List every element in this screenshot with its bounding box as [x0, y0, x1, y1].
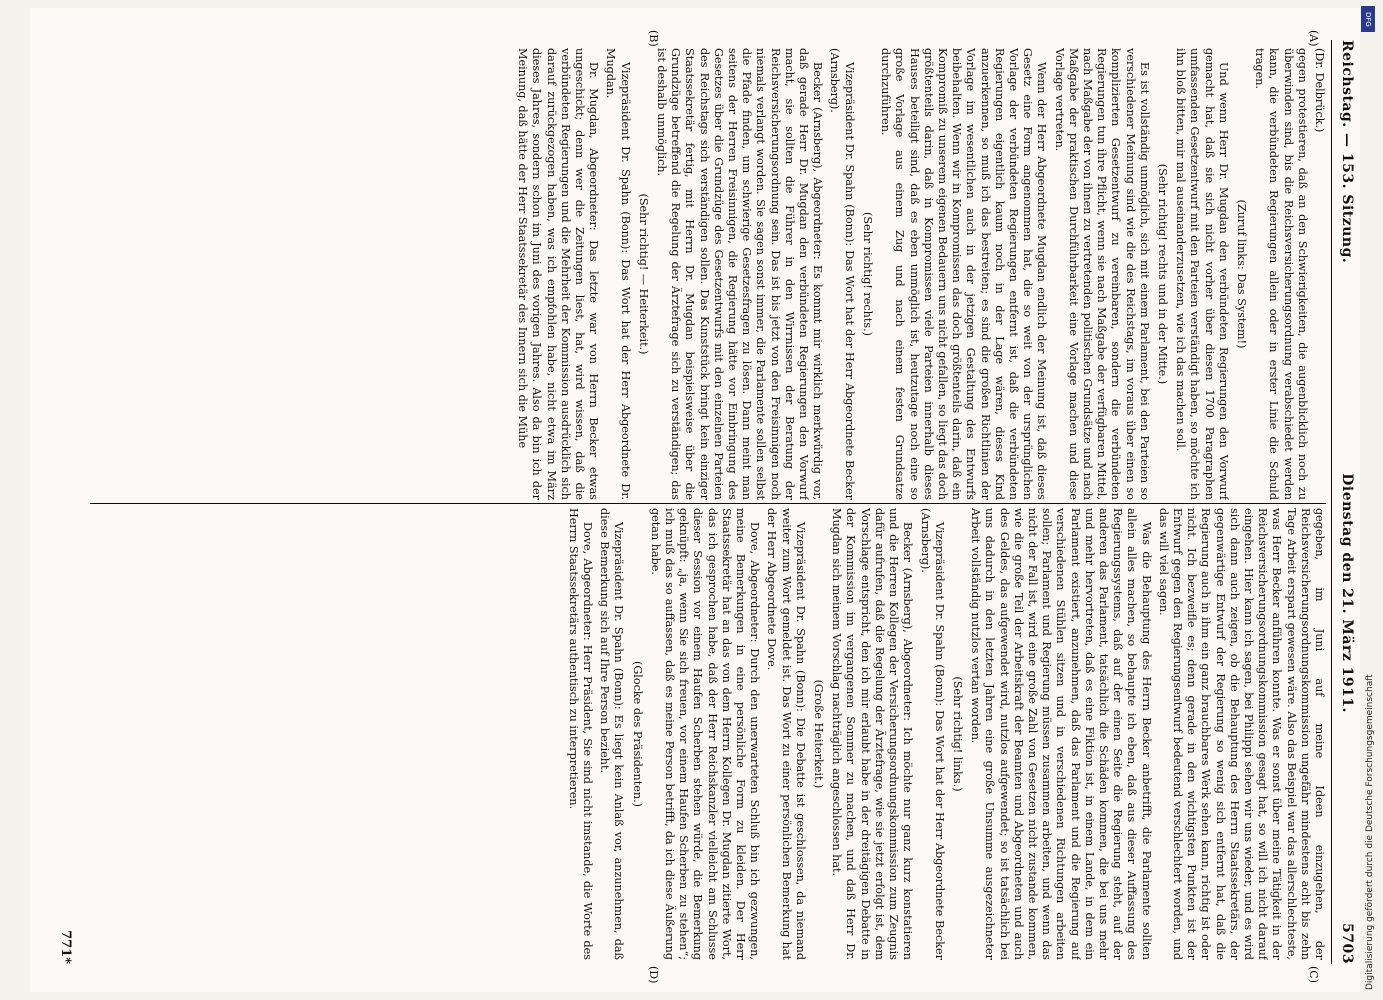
- paragraph: Dr. Mugdan, Abgeordneter: Das letzte war von Herrn Becker etwas ungeschickt; denn wer die Zeitungen liest, hat, wird wissen, daß die verbündeten Regierungen und die Mehrheit der Kommission ausdrücklich sich darauf zurückgezogen haben, was ich empfohlen habe, nicht etwa im März dieses Jahres, sondern schon im Juni des vorigen Jahres. Also da bin ich der Meinung, daß hätte der Herr Staatssekretär des Innern sich die Mühe: [516, 48, 601, 500]
- paragraph: gegeben, im Juni auf meine Ideen einzugehen, der Reichsversicherungsordnungskommission ungefähr mindestens acht bis zehn Tage Arbeit erspart gewesen wäre. Also das Beispiel war das allerschlechteste, was Herr Becker anführen konnte. Was er sonst über meine Tätigkeit in der Reichsversicherungsordnungskommission gesagt hat, so will ich nicht darauf eingehen. Hier kann ich sagen, bei Philippi sehen wir uns wieder, und es wird sich dann auch zeigen, ob die Behauptung des Herrn Staatssekretärs, der gegenwärtige Entwurf der Regierung so wenig sich entfernt hat, daß die Regierung auch in ihm ein ganz brauchbares Werk sehen kann, richtig ist oder nicht. Ich bezweifle es; denn gerade in den wichtigsten Punkten ist der Entwurf gegen den Regierungsentwurf bedeutend verschlechtert worden, und das will viel sagen.: [1156, 508, 1326, 960]
- header-rule: [1331, 40, 1332, 964]
- page-header: [1334, 40, 1360, 964]
- header-center: Dienstag den 21. März 1911.: [1339, 473, 1355, 713]
- dfg-logo: DFG: [1361, 6, 1375, 32]
- marker-c: (C): [1307, 966, 1320, 983]
- interjection: (Große Heiterkeit.): [812, 679, 826, 789]
- paragraph: Vizepräsident Dr. Spahn (Bonn): Die Debatte ist geschlossen, da niemand weiter zum Wort gemeldet ist. Das Wort zu einer persönlichen Bemerkung hat der Herr Abgeordnete Dove.: [765, 508, 807, 960]
- signature-mark: 771*: [58, 930, 73, 964]
- marker-a: (A): [1307, 30, 1320, 47]
- paragraph: Vizepräsident Dr. Spahn (Bonn): Es liegt kein Anlaß vor, anzunehmen, daß diese Bemerkung sich auf Ihre Person bezieht.: [598, 508, 626, 960]
- header-left: Reichstag. — 153. Sitzung.: [1339, 40, 1355, 264]
- scanned-page: [30, 8, 1360, 992]
- rotated-content: [30, 8, 1360, 992]
- paragraph: Dove, Abgeordneter: Herr Präsident, Sie sind nicht imstande, die Worte des Herrn Staatssekretärs authentisch zu interpretieren.: [566, 508, 595, 960]
- page-number: 5703: [1339, 923, 1355, 964]
- column-rule: [90, 503, 1326, 504]
- interjection: (Sehr richtig! — Heiterkeit.): [636, 193, 650, 355]
- interjection: (Sehr richtig! links.): [950, 676, 964, 792]
- paragraph: Was die Behauptung des Herrn Becker anbetrifft, die Parlamente sollten allein alles machen, so behaupte ich eben, daß aus dieser Auffassung des Regierungssystems, daß auf der einen Seite die Regierung steht, auf der anderen das Parlament, tatsächlich die Schäden kommen, die bei uns mehr und mehr hervortreten, daß es eine Fiktion ist, in einem Lande, in dem ein Parlament existiert, anzunehmen, daß das Parlament und die Regierung auf verschiedenen Stühlen sitzen und in verschiedenen Richtungen arbeiten sollen; Parlament und Regierung müssen zusammen arbeiten, und wenn das nicht der Fall ist, wird eine große Zahl von Gesetzen nicht zustande kommen, wie die große Teil der Arbeitskraft der Beamten und Abgeordneten und auch des Geldes, das aufgewendet wird, nutzlos aufgewendet; so ist tatsächlich bei uns dadurch in den letzten Jahren eine große Unsumme ausgezeichneter Arbeit vollständig nutzlos vertan worden.: [969, 508, 1153, 960]
- paragraph: Vizepräsident Dr. Spahn (Bonn): Das Wort hat der Herr Abgeordnete Becker (Arnsberg).: [918, 508, 946, 960]
- paragraph: Vizepräsident Dr. Spahn (Bonn): Das Wort hat der Herr Abgeordnete Dr. Mugdan.: [604, 48, 632, 500]
- interjection: (Sehr richtig! rechts und in der Mitte.): [1155, 163, 1169, 385]
- credit-text: Digitalisierung gefördert durch die Deutsche Forschungsgemeinschaft: [1365, 674, 1375, 990]
- speaker-continued: (Dr. Delbrück.): [1313, 48, 1326, 133]
- interjection: (Zuruf links: Das System!): [1234, 199, 1248, 349]
- right-column: [88, 508, 1326, 960]
- paragraph: gegen protestieren, daß an den Schwierigkeiten, die augenblicklich noch zu überwinden sind, bis die Reichsversicherungsordnung verabschiedet werden kann, die verbündeten Regierungen allein oder in erster Linie die Schuld tragen.: [1253, 48, 1309, 500]
- interjection: (Sehr richtig! rechts.): [860, 211, 874, 337]
- paragraph: Wenn der Herr Abgeordnete Mugdan endlich der Meinung ist, daß dieses Gesetz eine Form angenommen hat, die so weit von der ursprünglichen Vorlage der verbündeten Regierungen entfernt ist, daß die verbündeten Regierungen eigentlich kaum noch in der Lage wären, dieses Kind anzuerkennen, so muß ich das bestreiten; es sind die großen Richtlinien der Vorlage im wesentlichen auch in der jetzigen Gestaltung des Entwurfs beibehalten. Wenn wir in Kompromissen das doch größtenteils darin, daß ein Kompromiß zu unserem eigenen Bedauern uns nicht gefallen, so liegt das doch größtenteils darin, daß in Kompromissen viele Parteien innerhalb dieses Hauses beteiligt sind, daß es eben unmöglich ist, heutzutage noch eine so große Vorlage aus einem Zug und nach einem festen Grundsatze durchzuführen.: [879, 48, 1049, 500]
- marker-d: (D): [647, 966, 660, 984]
- left-column: [88, 48, 1326, 500]
- paragraph: Becker (Arnsberg), Abgeordneter: Es kommt mir wirklich merkwürdig vor, daß gerade Herr Dr. Mugdan den verbündeten Regierungen den Vorwurf macht, sie sollten die Führer in den Wirrnissen der Beratung der Reichsversicherungsordnung sein. Das ist bis jetzt von den Freisinnigen noch niemals verlangt worden. Sie sagen sonst immer, die Parlamente sollen selbst die Pfade finden, um schwierige Gesetzesfragen zu lösen. Dann meint man seitens der Herren Freisinnigen, die Regierung hätte vor Einbringung des Gesetzes über die Grundzüge des Gesetzentwurfs mit den einzelnen Parteien des Reichstags sich verständigen sollen. Das Kunststück bringt kein einziger Staatssekretär fertig, mit Herrn Dr. Mugdan beispielsweise über die Grundzüge betreffend die Regelung der Ärztefrage sich zu verständigen; das ist deshalb unmöglich.: [655, 48, 825, 500]
- digitization-credit: [1359, 0, 1379, 1000]
- paragraph: Es ist vollständig unmöglich, sich mit einem Parlament, bei den Parteien so verschiedener Meinung sind wie die des Reichstags, im voraus über einen so komplizierten Gesetzentwurf zu vereinbaren, sondern die verbündeten Regierungen tun ihre Pflicht, wenn sie nach Maßgabe der verfügbaren Mittel, nach Maßgabe der von ihnen zu vertretenden politischen Grundsätze und nach Maßgabe der praktischen Durchführbarkeit eine Vorlage machen und diese Vorlage vertreten.: [1052, 48, 1151, 500]
- marker-b: (B): [647, 30, 660, 47]
- paragraph: Vizepräsident Dr. Spahn (Bonn): Das Wort hat der Herr Abgeordnete Becker (Arnsberg).: [828, 48, 856, 500]
- paragraph: Und wenn Herr Dr. Mugdan den verbündeten Regierungen den Vorwurf gemacht hat, daß sie sich nicht vorher über diesen 1700 Paragraphen umfassenden Gesetzentwurf mit den Parteien verständigt haben, so möchte ich ihn bloß bitten, mir mal auseinanderzusetzen, wie ich das machen soll.: [1174, 48, 1230, 500]
- interjection: (Glocke des Präsidenten.): [630, 660, 644, 807]
- paragraph: Dove, Abgeordneter: Durch den unerwarteten Schluß bin ich gezwungen, meine Bemerkungen in eine persönliche Form zu kleiden. Der Herr Staatssekretär hat an das von dem Herrn Kollegen Dr. Mugdan zitierte Wort, das ich gesprochen habe, daß der Herr Reichskanzler vielleicht am Schlusse dieser Session vor einem Haufen Scherben stehen würde, die Bemerkung geknüpft: „ja, wenn Sie sich freuen, vor einem Haufen Scherben zu stehen“; ich muß das so auffassen, daß es meine Person betrifft, da ich diese Äußerung getan habe.: [648, 508, 762, 960]
- paragraph: Becker (Arnsberg), Abgeordneter: Ich möchte nur ganz kurz konstatieren und die Herren Kollegen der Versicherungsordnungskommission zum Zeugnis dafür aufrufen, daß die Regelung der Ärztefrage, wie sie jetzt erfolgt ist, dem Vorschlage entspricht, den ich mir erlaubt habe in der dreitägigen Debatte in der Kommission im vergangenen Sommer zu machen, und daß Herr Dr. Mugdan sich meinem Vorschlag nachträglich angeschlossen hat.: [830, 508, 915, 960]
